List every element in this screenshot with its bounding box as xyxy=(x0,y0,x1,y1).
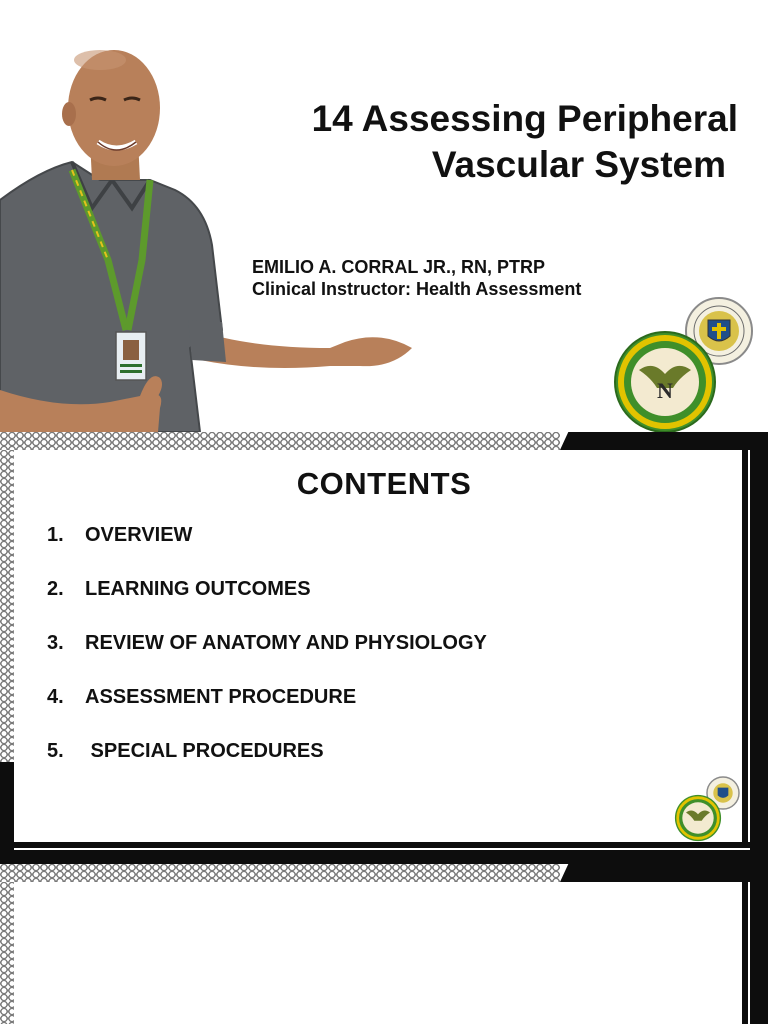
contents-item xyxy=(47,632,487,686)
contents-item-label: SPECIAL PROCEDURES xyxy=(85,740,324,762)
dark-strip-bottom xyxy=(0,842,768,864)
contents-heading: CONTENTS xyxy=(296,466,472,501)
dark-strip-right xyxy=(742,450,768,864)
slide-title-line2: Vascular System xyxy=(431,144,726,185)
contents-item-label: LEARNING OUTCOMES xyxy=(85,578,311,600)
contents-item-number: 1. xyxy=(47,524,64,546)
title-slide xyxy=(0,0,768,432)
hex-border-left-next xyxy=(0,882,14,1024)
dark-corner-top-right-next xyxy=(560,864,768,882)
college-of-nursing-seal-icon xyxy=(613,330,717,432)
contents-item-number: 3. xyxy=(47,632,64,654)
slide-title xyxy=(178,96,738,188)
author-block xyxy=(252,256,581,300)
contents-item xyxy=(47,740,487,794)
right-inner-line xyxy=(748,450,750,850)
slide-title-line1: 14 Assessing Peripheral xyxy=(311,98,738,139)
contents-item xyxy=(47,578,487,632)
contents-item-label: OVERVIEW xyxy=(85,524,193,546)
contents-item-label: ASSESSMENT PROCEDURE xyxy=(85,686,357,708)
contents-item-number: 2. xyxy=(47,578,64,600)
contents-item-number: 5. xyxy=(47,740,64,762)
hex-border-top-next xyxy=(0,864,560,882)
contents-item xyxy=(47,686,487,740)
contents-slide xyxy=(0,432,768,864)
contents-item-label: REVIEW OF ANATOMY AND PHYSIOLOGY xyxy=(85,632,487,654)
contents-list xyxy=(47,524,487,794)
svg-text:N: N xyxy=(657,378,673,403)
author-role: Clinical Instructor: Health Assessment xyxy=(252,279,582,299)
contents-item xyxy=(47,524,487,578)
next-slide-partial xyxy=(0,864,768,1024)
author-name: EMILIO A. CORRAL JR., RN, PTRP xyxy=(252,257,546,277)
contents-item-number: 4. xyxy=(47,686,64,708)
dark-strip-right-next xyxy=(742,882,768,1024)
dark-corner-top-right xyxy=(560,432,768,450)
right-inner-line-next xyxy=(748,882,750,1024)
presenter-photo xyxy=(0,30,420,432)
hex-border-top xyxy=(0,432,560,450)
bottom-inner-line xyxy=(14,848,750,850)
college-of-nursing-seal-small-icon xyxy=(674,794,722,842)
